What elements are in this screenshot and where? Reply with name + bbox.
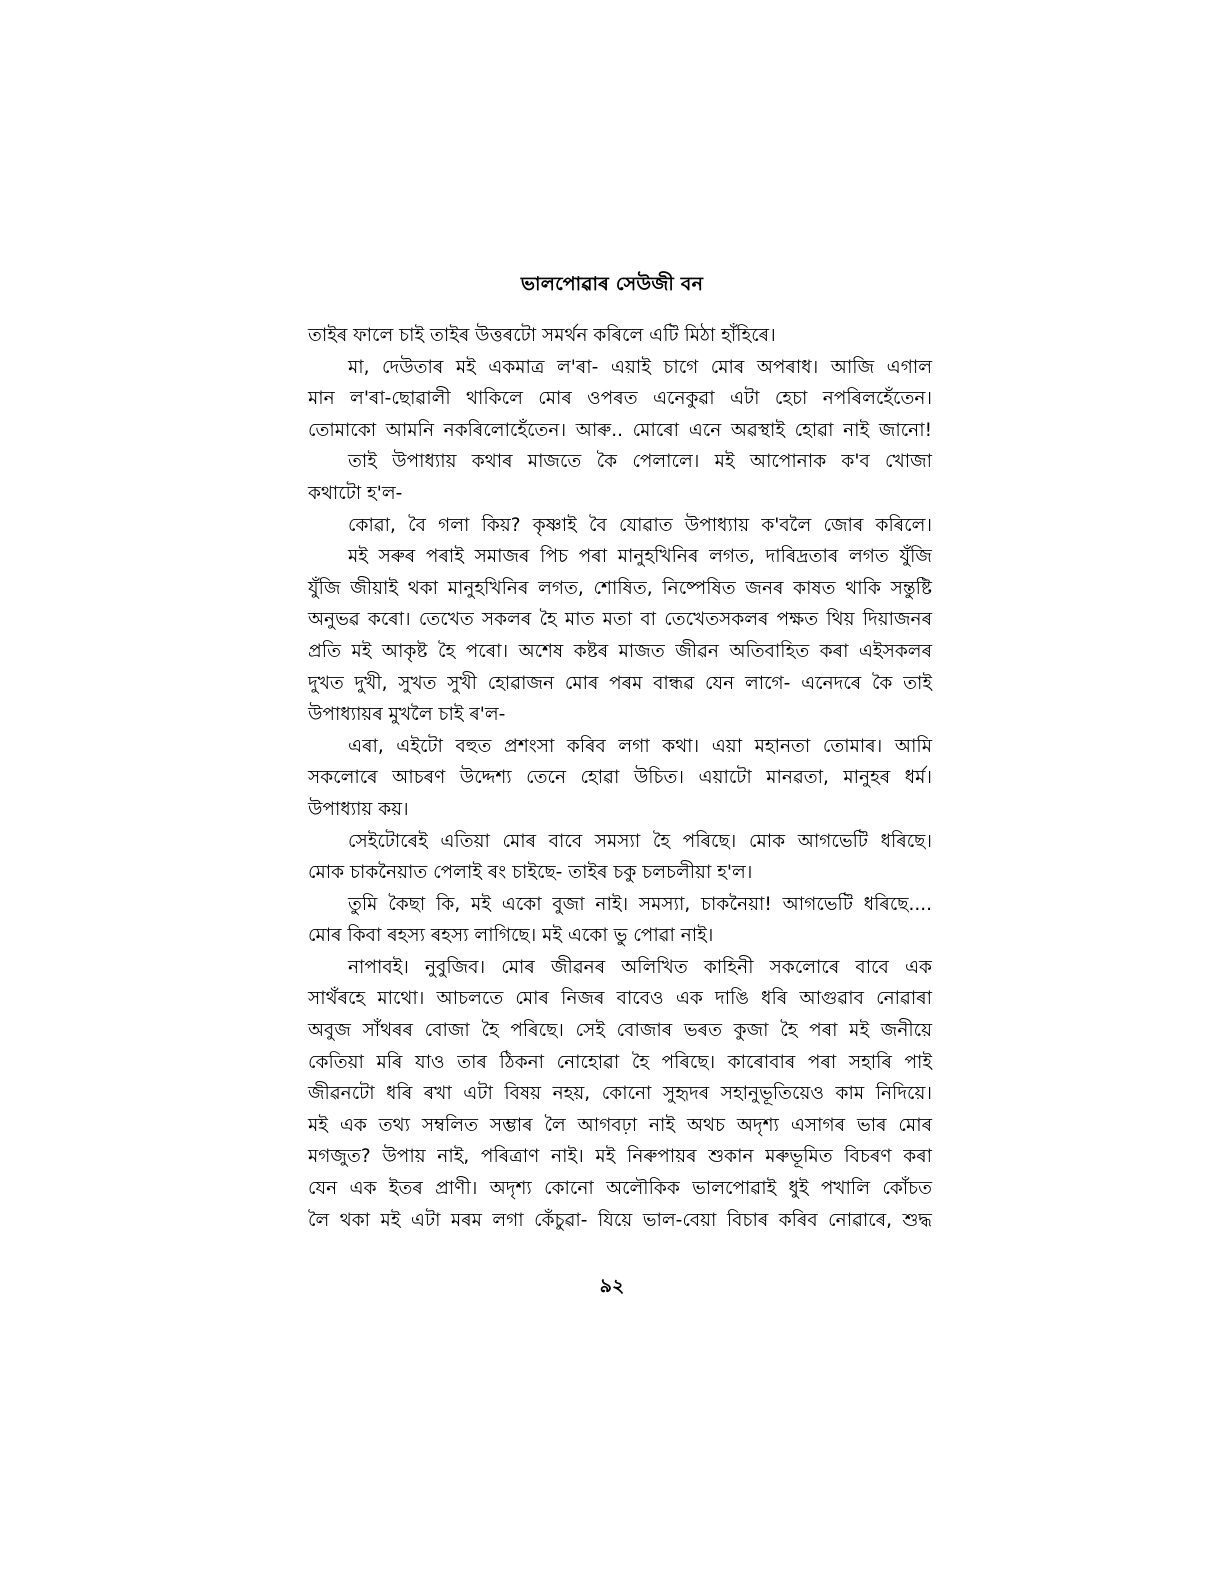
text-line: কেতিয়া মৰি যাও তাৰ ঠিকনা নোহোৱা হৈ পৰিছে। কাৰোবাৰ পৰা সহাৰি পাই bbox=[308, 1051, 932, 1073]
text-line: উপাধ্যায়ৰ মুখলৈ চাই ৰ'ল- bbox=[308, 704, 506, 726]
text-line: সাথঁৰহে মাথো। আচলতে মোৰ নিজৰ বাবেও এক দাঙি ধৰি আগুৱাব নোৱাৰা bbox=[308, 988, 932, 1010]
text-line: উপাধ্যায় কয়। bbox=[308, 798, 409, 820]
text-line: তাইৰ ফালে চাই তাইৰ উত্তৰটো সমৰ্থন কৰিলে এটি মিঠা হাঁহিৰে। bbox=[308, 325, 776, 346]
paragraph-start-line: মা, দেউতাৰ মই একমাত্ৰ ল'ৰা- এয়াই চাগে মোৰ অপৰাধ। আজি এগাল bbox=[348, 356, 932, 378]
text-line: সকলোৰে আচৰণ উদ্দেশ্য তেনে হোৱা উচিত। এয়াটো মানৱতা, মানুহৰ ধৰ্ম। bbox=[308, 767, 932, 789]
text-line: অবুজ সাঁথৰৰ বোজা হৈ পৰিছে। সেই বোজাৰ ভৰত কুজা হৈ পৰা মই জনীয়ে bbox=[308, 1020, 932, 1042]
text-line: লৈ থকা মই এটা মৰম লগা কেঁচুৱা- যিয়ে ভাল-বেয়া বিচাৰ কৰিব নোৱাৰে, শুদ্ধ bbox=[308, 1209, 932, 1231]
text-line: কথাটো হ'ল- bbox=[308, 482, 403, 504]
text-line: মান ল'ৰা-ছোৱালী থাকিলে মোৰ ওপৰত এনেকুৱা এটা হেচা নপৰিলহেঁতেন। bbox=[308, 388, 932, 410]
running-header-title: ভালপোৱাৰ সেউজী বন bbox=[520, 273, 704, 295]
paragraph-start-line: কোৱা, বৈ গলা কিয়? কৃষ্ণাই বৈ যোৱাত উপাধ্যায় ক'বলৈ জোৰ কৰিলে। bbox=[348, 514, 932, 536]
text-line: মগজুত? উপায় নাই, পৰিত্ৰাণ নাই। মই নিৰুপায়ৰ শুকান মৰুভূমিত বিচৰণ কৰা bbox=[308, 1146, 932, 1168]
text-line: মই এক তথ্য সম্বলিত সম্ভাৰ লৈ আগবঢ়া নাই অথচ অদৃশ্য এসাগৰ ভাৰ মোৰ bbox=[308, 1114, 932, 1136]
text-line: মোৰ কিবা ৰহস্য ৰহস্য লাগিছে। মই একো ভু পোৱা নাই। bbox=[308, 925, 714, 947]
text-line: তোমাকো আমনি নকৰিলোহেঁতেন। আৰু.. মোৰো এনে অৱস্থাই হোৱা নাই জানো! bbox=[308, 419, 932, 441]
text-line: প্ৰতি মই আকৃষ্ট হৈ পৰো। অশেষ কষ্টৰ মাজত জীৱন অতিবাহিত কৰা এইসকলৰ bbox=[308, 640, 932, 662]
text-line: মোক চাকনৈয়াত পেলাই ৰং চাইছে- তাইৰ চকু চলচলীয়া হ'ল। bbox=[308, 862, 753, 884]
paragraph-start-line: এৰা, এইটো বহুত প্ৰশংসা কৰিব লগা কথা। এয়া মহানতা তোমাৰ। আমি bbox=[348, 735, 932, 757]
paragraph-start-line: সেইটোৰেই এতিয়া মোৰ বাবে সমস্যা হৈ পৰিছে। মোক আগভেটি ধৰিছে। bbox=[348, 830, 932, 852]
paragraph-start-line: তাই উপাধ্যায় কথাৰ মাজতে কৈ পেলালে। মই আপোনাক ক'ব খোজা bbox=[348, 451, 932, 473]
paragraph-start-line: মই সৰুৰ পৰাই সমাজৰ পিচ পৰা মানুহখিনিৰ লগত, দাৰিদ্ৰতাৰ লগত যুঁজি bbox=[348, 546, 932, 568]
text-line: যেন এক ইতৰ প্ৰাণী। অদৃশ্য কোনো অলৌকিক ভালপোৱাই ধুই পখালি কোঁচত bbox=[308, 1178, 932, 1200]
text-line: যুঁজি জীয়াই থকা মানুহখিনিৰ লগত, শোষিত, নিষ্পেষিত জনৰ কাষত থাকি সন্তুষ্টি bbox=[308, 577, 932, 599]
text-line: দুখত দুখী, সুখত সুখী হোৱাজন মোৰ পৰম বান্ধৱ যেন লাগে- এনেদৰে কৈ তাই bbox=[308, 672, 932, 694]
page-number: ৯২ bbox=[599, 1275, 625, 1297]
paragraph-start-line: তুমি কৈছা কি, মই একো বুজা নাই। সমস্যা, চাকনৈয়া! আগভেটি ধৰিছে.... bbox=[348, 893, 932, 915]
paragraph-start-line: নাপাবই। নুবুজিব। মোৰ জীৱনৰ অলিখিত কাহিনী সকলোৰে বাবে এক bbox=[348, 956, 932, 978]
text-line: জীৱনটো ধৰি ৰখা এটা বিষয় নহয়, কোনো সুহৃদৰ সহানুভূতিয়েও কাম নিদিয়ে। bbox=[308, 1083, 932, 1105]
text-line: অনুভৱ কৰো। তেখেত সকলৰ হৈ মাত মতা বা তেখেতসকলৰ পক্ষত থিয় দিয়াজনৰ bbox=[308, 609, 932, 631]
body-text bbox=[308, 320, 932, 1236]
